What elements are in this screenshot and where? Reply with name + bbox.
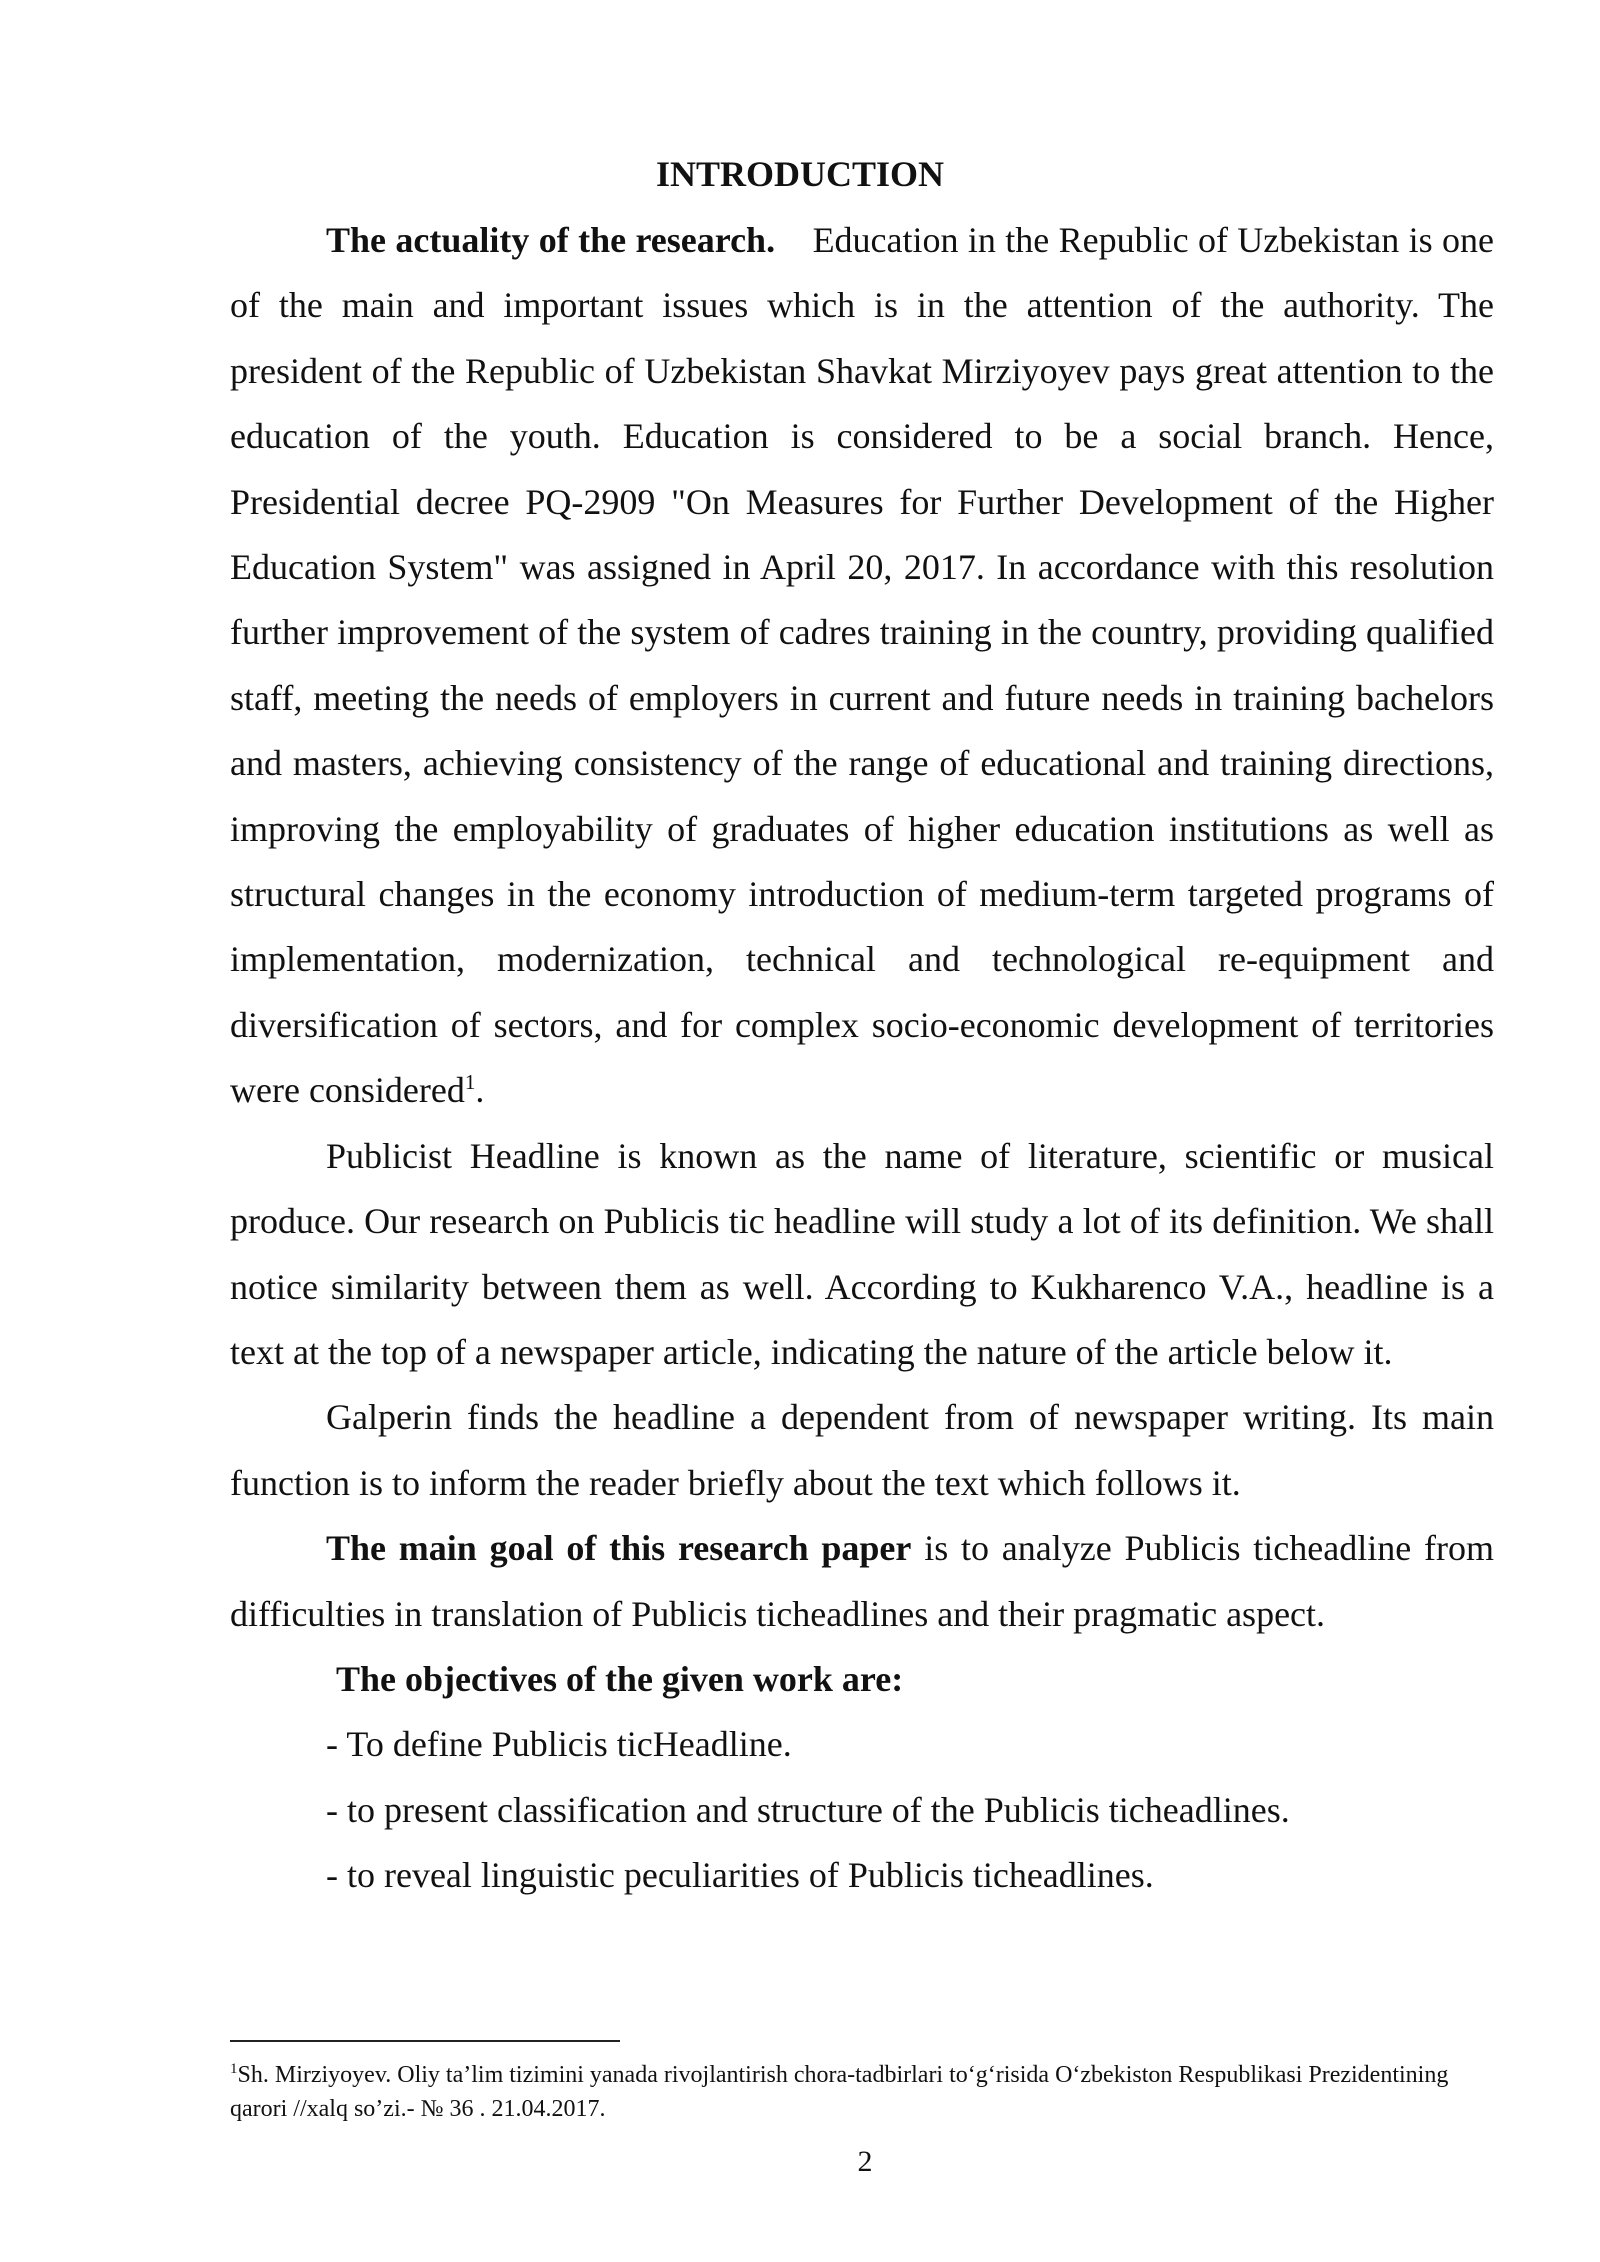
main-goal-lead: The main goal of this research paper [326,1528,912,1569]
actuality-lead: The actuality of the research. [326,220,776,260]
actuality-text: Education in the Republic of Uzbekistan is one of the main and important issues which is in the attention of the authority. The president of the Republic of Uzbekistan Shavkat Mirziyoyev pays great attention to the education of the youth. Education is considered to be a social branch. Hence, Presidential decree PQ-2909 "On Measures for Further Development of the Higher Education System" was assigned in April 20, 2017. In accordance with this resolution further improvement of the system of cadres training in the country, providing qualified staff, meeting the needs of employers in current and future needs in training bachelors and masters, achieving consistency of the range of educational and training directions, improving the employability of graduates of higher education institutions as well as structural changes in the economy introduction of medium-term targeted programs of implementation, modernization, technical and technological re-equipment and diversification of sectors, and for complex socio-economic development of territories were considered [230,220,1494,1111]
paragraph-main-goal [230,1516,1494,1647]
body-text [230,208,1494,1909]
main-goal-text: is to analyze Publicis ticheadline from difficulties in translation of Publicis ticheadlines and their pragmatic aspect. [230,1528,1494,1634]
footnote-number: 1 [230,2061,238,2077]
objective-item: - to reveal linguistic peculiarities of Publicis ticheadlines. [326,1855,1154,1896]
footnote-divider [230,2040,620,2042]
paragraph-galperin: Galperin finds the headline a dependent from of newspaper writing. Its main function is to inform the reader briefly about the text which follows it. [230,1397,1494,1503]
page-title: INTRODUCTION [655,154,945,194]
footnote [230,2058,1494,2126]
objective-item: - To define Publicis ticHeadline. [326,1724,792,1765]
objectives-heading: The objectives of the given work are: [336,1658,904,1699]
footnote-text: Sh. Mirziyoyev. Oliy ta’lim tizimini yanada rivojlantirish chora-tadbirlari to‘g‘risida O‘zbekiston Respublikasi Prezidentining qarori //xalq so’zi.- № 36 . 21.04.2017. [230,2062,1449,2122]
page-number: 2 [857,2145,873,2178]
paragraph-actuality [230,208,1494,1124]
paragraph-publicist-headline: Publicist Headline is known as the name of literature, scientific or musical produce. Our research on Publicis tic headline will study a lot of its definition. We shall notice similarity between them as well. According to Kukharenco V.A., headline is a text at the top of a newspaper article, indicating the nature of the article below it. [230,1135,1494,1372]
objective-item: - to present classification and structure of the Publicis ticheadlines. [326,1789,1290,1830]
footnote-reference[interactable]: 1 [464,1070,476,1095]
actuality-end: . [475,1070,485,1111]
